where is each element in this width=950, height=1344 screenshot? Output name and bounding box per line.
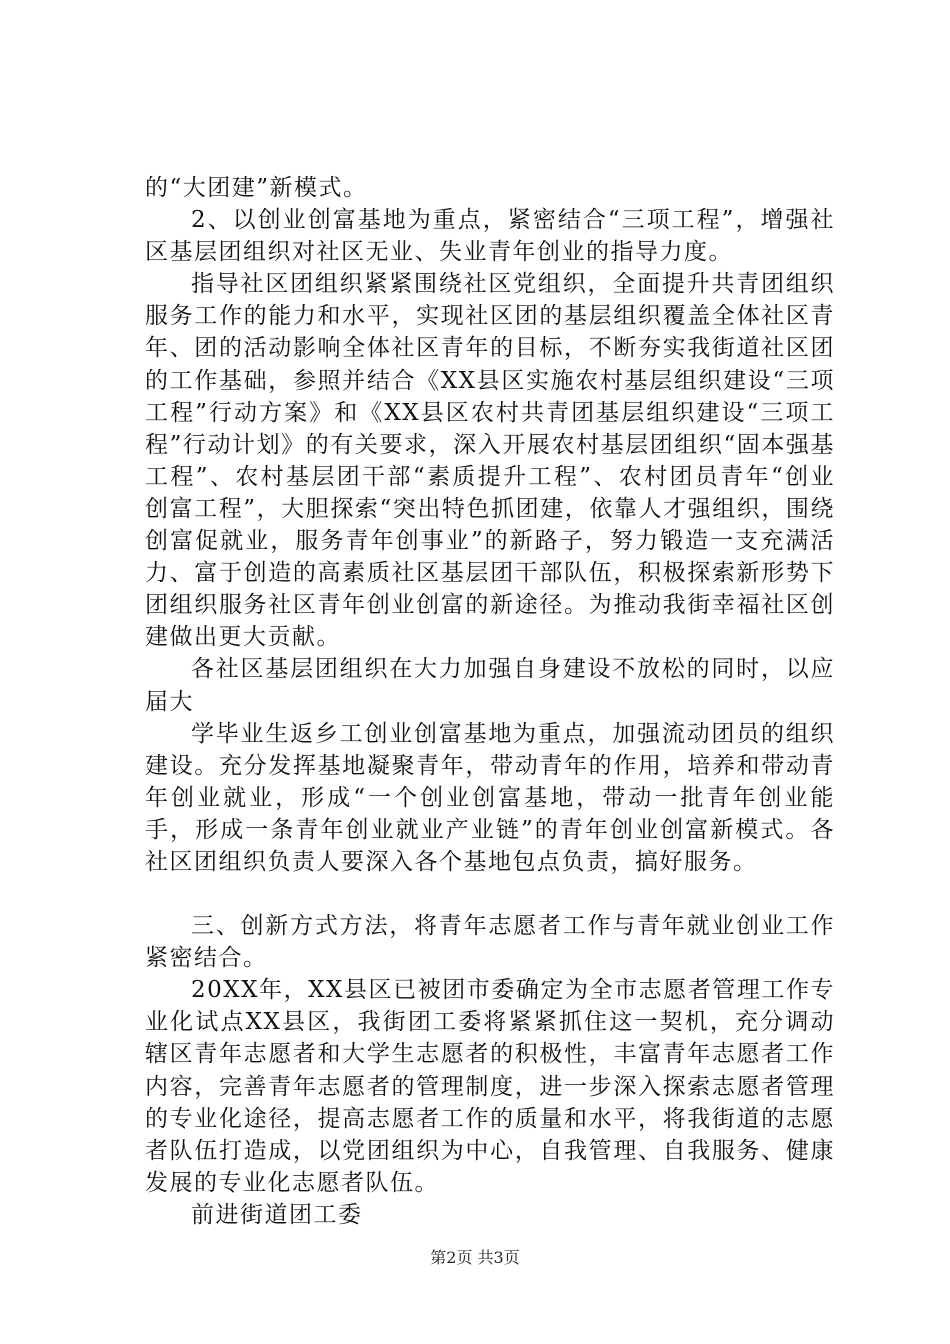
paragraph-grassroots: 各社区基层团组织在大力加强自身建设不放松的同时，以应届大 xyxy=(145,656,835,715)
paragraph-section-3: 三、创新方式方法，将青年志愿者工作与青年就业创业工作紧密结合。 xyxy=(145,913,835,972)
paragraph-volunteers: 20XX年，XX县区已被团市委确定为全市志愿者管理工作专业化试点XX县区，我街团工委将紧紧抓住这一契机，充分调动辖区青年志愿者和大学生志愿者的积极性，丰富青年志愿者工作内容，完善青年志愿者的管理制度，进一步深入探索志愿者管理的专业化途径，提高志愿者工作的质量和水平，将我街道的志愿者队伍打造成，以党团组织为中心，自我管理、自我服务、健康发展的专业化志愿者队伍。 xyxy=(145,977,835,1196)
paragraph-guidance: 指导社区团组织紧紧围绕社区党组织，全面提升共青团组织服务工作的能力和水平，实现社区团的基层组织覆盖全体社区青年、团的活动影响全体社区青年的目标，不断夯实我街道社区团的工作基础，参照并结合《XX县区实施农村基层组织建设“三项工程”行动方案》和《XX县区农村共青团基层组织建设“三项工程”行动计划》的有关要求，深入开展农村基层团组织“固本强基工程”、农村基层团干部“素质提升工程”、农村团员青年“创业创富工程”，大胆探索“突出特色抓团建，依靠人才强组织，围绕创富促就业，服务青年创事业”的新路子，努力锻造一支充满活力、富于创造的高素质社区基层团干部队伍，积极探索新形势下团组织服务社区青年创业创富的新途径。为推动我街幸福社区创建做出更大贡献。 xyxy=(145,271,835,651)
paragraph-gap xyxy=(145,878,835,910)
document-body xyxy=(145,172,835,1231)
paragraph-continuation: 的“大团建”新模式。 xyxy=(145,175,368,201)
paragraph-graduates: 学毕业生返乡工创业创富基地为重点，加强流动团员的组织建设。充分发挥基地凝聚青年，带动青年的作用，培养和带动青年创业就业，形成“一个创业创富基地，带动一批青年创业能手，形成一条青年创业就业产业链”的青年创业创富新模式。各社区团组织负责人要深入各个基地包点负责，搞好服务。 xyxy=(145,720,835,875)
paragraph-section-2: 2、以创业创富基地为重点，紧密结合“三项工程”，增强社区基层团组织对社区无业、失业青年创业的指导力度。 xyxy=(145,207,835,266)
signature-line: 前进街道团工委 xyxy=(191,1201,363,1228)
page-number-footer: 第2页 共3页 xyxy=(430,1248,520,1267)
